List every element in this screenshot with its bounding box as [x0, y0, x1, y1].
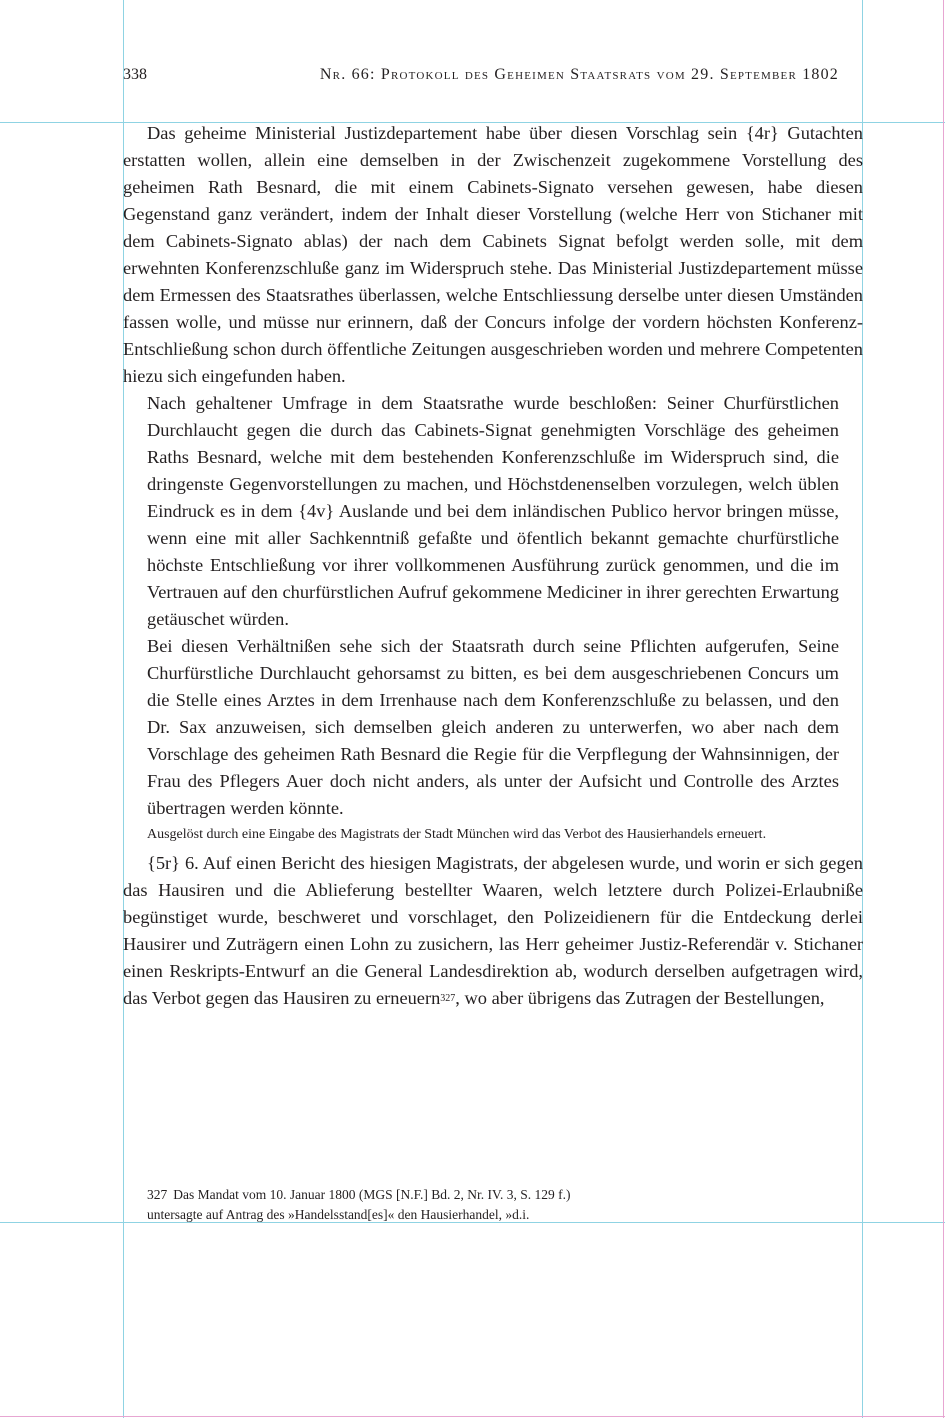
footnote	[147, 1185, 847, 1225]
paragraph-1: Das geheime Ministerial Justizdepartement habe über diesen Vorschlag sein {4r} Gutachten erstatten wollen, allein eine demselben in der Zwischenzeit zugekommene Vorstellung des geheimen Rath Besnard, die mit einem Cabinets-Signato versehen gewesen, habe diesen Gegenstand ganz verändert, indem der Inhalt dieser Vorstellung (welche Herr von Stichaner mit dem Cabinets-Signato ablas) der nach dem Cabinets Signat befolgt werden solle, mit dem erwehnten Konferenzschluße ganz im Widerspruch stehe. Das Ministerial Justizdepartement müsse dem Ermessen des Staatsrathes überlassen, welche Entschliessung derselbe unter diesen Umständen fassen wolle, und müsse nur erinnern, daß der Concurs infolge der vordern höchsten Konferenz-Entschließung schon durch öffentliche Zeitungen ausgeschrieben worden und mehrere Competenten hiezu sich eingefunden haben.	[123, 123, 863, 386]
page-edge-bottom	[0, 1416, 945, 1417]
paragraph-item-6-tail: , wo aber übrigens das Zutragen der Bestellungen,	[455, 988, 825, 1008]
running-header	[123, 66, 839, 90]
running-head-title: Nr. 66: Protokoll des Geheimen Staatsrats vom 29. September 1802	[319, 66, 839, 83]
footnote-number: 327	[147, 1187, 168, 1202]
footnote-text-1: Das Mandat vom 10. Januar 1800 (MGS [N.F.] Bd. 2, Nr. IV. 3, S. 129 f.)	[173, 1187, 571, 1202]
paragraph-petition: Bei diesen Verhältnißen sehe sich der Staatsrath durch seine Pflichten aufgerufen, Seine Churfürstliche Durchlaucht gehorsamst zu bitten, es bei dem ausgeschriebenen Concurs um die Stelle eines Arztes in dem Irrenhause nach dem Konferenzschluße zu belassen, und den Dr. Sax anzuweisen, sich demselben gleich anderen zu unterwerfen, wo aber nach dem Vorschlage des geheimen Rath Besnard die Regie für die Verpflegung der Wahnsinnigen, der Frau des Pflegers Auer doch nicht anders, als unter der Aufsicht und Controlle des Arztes übertragen werden könnte.	[147, 636, 839, 818]
paragraph-resolution: Nach gehaltener Umfrage in dem Staatsrathe wurde beschloßen: Seiner Churfürstlichen Durchlaucht gegen die durch das Cabinets-Signat genehmigten Vorschläge des geheimen Raths Besnard, welche mit dem bestehenden Konferenzschluße im Widerspruch sind, die dringenste Gegenvorstellungen zu machen, und Höchstdenenselben vorzulegen, welch üblen Eindruck es in dem {4v} Auslande und bei dem inländischen Publico hervor bringen müsse, wenn eine mit aller Sachkenntniß gefaßte und öfentlich bekannt gemachte churfürstliche höchste Entschließung vor ihrer vollkommenen Ausführung zurück genommen, und die im Vertrauen auf den churfürstlichen Aufruf gekommene Mediciner in ihrer gerechten Erwartung getäuschet würden.	[147, 393, 839, 629]
paragraph-item-6	[123, 850, 863, 1012]
marginal-summary: Ausgelöst durch eine Eingabe des Magistrats der Stadt München wird das Verbot des Hausierhandels erneuert.	[147, 827, 767, 842]
main-text	[123, 120, 863, 1012]
footnote-line-1	[147, 1185, 847, 1205]
page-number: 338	[123, 66, 147, 83]
page-edge-right	[943, 0, 944, 1418]
footnote-text-2: untersagte auf Antrag des »Handelsstand[es]« den Hausierhandel, »d.i.	[147, 1207, 530, 1222]
paragraph-item-6-text: {5r} 6. Auf einen Bericht des hiesigen Magistrats, der abgelesen wurde, und worin er sich gegen das Hausiren und die Ablieferung bestellter Waaren, welch letztere durch Polizei-Erlaubniße begünstiget wurde, beschweret und vorschlaget, den Polizeidienern für die Entdeckung derlei Hausirer und Zuträgern einen Lohn zu zusichern, las Herr geheimer Justiz-Referendär v. Stichaner einen Reskripts-Entwurf an die General Landesdirektion ab, wodurch derselben aufgetragen wird, das Verbot gegen das Hausiren zu erneuern	[123, 853, 863, 1008]
footnote-reference[interactable]: 327	[440, 993, 456, 1004]
